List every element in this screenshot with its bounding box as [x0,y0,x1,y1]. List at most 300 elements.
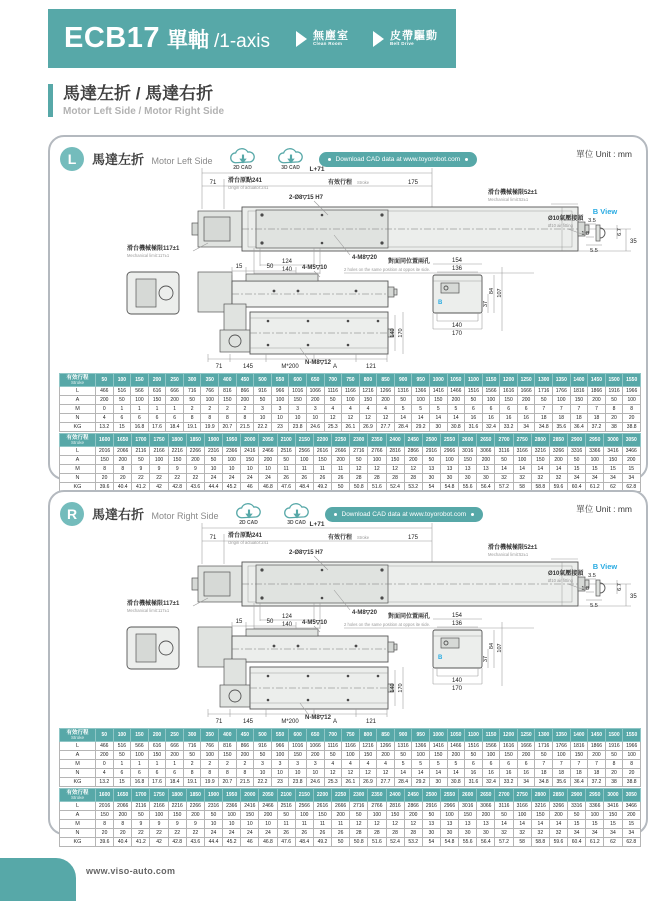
value-cell: 32 [495,474,513,483]
value-cell: 10 [254,414,272,423]
stroke-header-cell: 有效行程 Stroke [60,374,96,387]
value-cell: 14 [394,769,412,778]
value-cell: 200 [549,811,567,820]
value-cell: 100 [201,751,219,760]
value-cell: 200 [114,456,132,465]
section-view [433,258,503,337]
value-cell: 11 [295,820,313,829]
value-cell: 24 [204,829,222,838]
unit-label: 單位 Unit : mm [576,504,632,514]
value-cell: 5 [429,760,447,769]
value-cell: 1866 [588,387,606,396]
value-cell: 12 [404,820,422,829]
stroke-column-header: 2600 [459,434,477,447]
value-cell: 7 [588,760,606,769]
value-cell: 8 [236,414,254,423]
value-cell: 150 [148,751,166,760]
value-cell: 100 [150,811,168,820]
value-cell: 12 [342,769,360,778]
stroke-column-header: 2100 [277,434,295,447]
value-cell: 60.4 [568,483,586,492]
value-cell: 22 [186,829,204,838]
value-cell: 200 [96,396,114,405]
value-cell: 200 [404,811,422,820]
value-cell: 200 [306,751,324,760]
stroke-column-header: 1900 [204,434,222,447]
cad-2d-label: 2D CAD [233,164,252,171]
stroke-column-header: 2000 [241,789,259,802]
stroke-column-header: 600 [289,729,307,742]
row-label: A [60,456,96,465]
value-cell: 13.2 [96,778,114,787]
stroke-column-header: 1000 [429,729,447,742]
value-cell: 2 [183,760,201,769]
stroke-column-header: 2550 [440,789,458,802]
value-cell: 50 [332,838,350,847]
stroke-column-header: 1750 [150,434,168,447]
value-cell: 7 [570,760,588,769]
air-fitting-en: Ø10 air fitting [548,578,573,583]
stroke-column-header: 400 [219,729,237,742]
value-cell: 50 [132,456,150,465]
value-cell: 966 [271,742,289,751]
value-cell: 6 [517,760,535,769]
value-cell: 2416 [241,802,259,811]
value-cell: 41.2 [132,838,150,847]
value-cell: 2 [219,405,237,414]
value-cell: 50 [183,751,201,760]
stroke-column-header: 1700 [132,434,150,447]
value-cell: 50 [465,396,483,405]
value-cell: 30 [459,474,477,483]
value-cell: 3116 [495,802,513,811]
dim-label: L+71 [309,521,325,528]
top-view [127,188,637,274]
value-cell: 14 [447,769,465,778]
dim-label: 145 [242,364,254,370]
value-cell: 2516 [277,447,295,456]
stroke-table-2 [59,788,641,847]
value-cell: 50 [535,396,553,405]
dim-label: 140 [451,323,463,329]
mech-limit52-zh: 滑台機械極限52±1 [488,190,538,196]
value-cell: 816 [219,387,237,396]
dim-label: 1.8 [581,586,589,592]
dim-label: 170 [451,331,463,337]
value-cell: 100 [586,456,604,465]
value-cell: 100 [440,811,458,820]
value-cell: 2616 [313,802,331,811]
air-fitting-zh: Ø10氣壓接頭 [548,571,584,577]
value-cell: 1716 [535,387,553,396]
value-cell: 1916 [605,742,623,751]
stroke-column-header: 1150 [482,374,500,387]
value-cell: 57.2 [495,838,513,847]
stroke-column-header: 1350 [553,374,571,387]
value-cell: 16.8 [131,778,149,787]
value-cell: 1066 [306,387,324,396]
top-dimensions [202,166,432,209]
value-cell: 30 [459,829,477,838]
value-cell: 10 [271,414,289,423]
value-cell: 30 [422,829,440,838]
value-cell: 766 [201,387,219,396]
value-cell: 51.6 [368,838,386,847]
value-cell: 58.8 [531,838,549,847]
value-cell: 1 [113,760,131,769]
value-cell: 14 [394,414,412,423]
value-cell: 32 [495,829,513,838]
stroke-column-header: 1400 [570,374,588,387]
stroke-header-cell: 有效行程 Stroke [60,434,96,447]
bottom-view [208,304,404,370]
stroke-column-header: 1600 [96,789,114,802]
value-cell: 8 [236,769,254,778]
value-cell: 22 [132,474,150,483]
badge-en: Clean Room [312,41,343,47]
value-cell: 18 [570,769,588,778]
triangle-icon [373,31,384,47]
stroke-column-header: 2450 [404,434,422,447]
stroke-table [59,373,641,432]
stroke-column-header: 2350 [368,434,386,447]
row-label: A [60,396,96,405]
value-cell: 24 [223,829,241,838]
stroke-table-2 [59,433,641,492]
stroke-column-header: 2650 [477,434,495,447]
value-cell: 13 [459,465,477,474]
value-cell: 23.8 [289,778,307,787]
value-cell: 10 [289,414,307,423]
value-cell: 2366 [223,447,241,456]
value-cell: 50 [350,811,368,820]
value-cell: 16 [465,769,483,778]
value-cell: 1166 [342,742,360,751]
value-cell: 18 [588,414,606,423]
value-cell: 4 [96,769,114,778]
value-cell: 36.4 [570,423,588,432]
value-cell: 2666 [332,447,350,456]
value-cell: 11 [295,465,313,474]
value-cell: 2216 [168,802,186,811]
triangle-icon [296,31,307,47]
value-cell: 7 [570,405,588,414]
value-cell: 100 [553,396,571,405]
value-cell: 200 [96,751,114,760]
value-cell: 26 [295,474,313,483]
dim-label: 145 [242,719,254,725]
value-cell: 716 [183,742,201,751]
row-label: M [60,405,96,414]
value-cell: 14 [429,414,447,423]
table-row [60,447,641,456]
stroke-column-header: 2700 [495,434,513,447]
row-label: M [60,760,96,769]
value-cell: 23.8 [289,423,307,432]
value-cell: 7 [588,405,606,414]
panel-title-zh: 馬達右折 [92,507,145,522]
value-cell: 53.2 [404,838,422,847]
value-cell: 150 [219,396,237,405]
value-cell: 11 [332,820,350,829]
footer-accent-block [0,858,76,901]
table-row [60,742,641,751]
value-cell: 20 [114,829,132,838]
value-cell: 13 [477,465,495,474]
stroke-column-header: 1550 [623,374,641,387]
value-cell: 4 [359,760,377,769]
stroke-column-header: 2200 [313,434,331,447]
value-cell: 11 [277,465,295,474]
value-cell: 1 [113,405,131,414]
stroke-column-header: 2900 [568,789,586,802]
stroke-column-header: 2350 [368,789,386,802]
dimension-tables [59,728,641,848]
value-cell: 1 [131,760,149,769]
value-cell: 200 [622,456,640,465]
value-cell: 8 [219,769,237,778]
value-cell: 200 [332,456,350,465]
hole-callout: N-M8▽12 [305,360,331,366]
value-cell: 8 [623,760,641,769]
value-cell: 50 [350,456,368,465]
value-cell: 28 [350,829,368,838]
value-cell: 5 [429,405,447,414]
dot-icon [465,158,468,161]
download-cad-label: Download CAD data at www.toyorobot.com [341,510,467,518]
value-cell: 2116 [132,447,150,456]
stroke-column-header: 2950 [586,434,604,447]
value-cell: 616 [148,387,166,396]
value-cell: 716 [183,387,201,396]
stroke-column-header: 1950 [223,434,241,447]
value-cell: 2966 [440,447,458,456]
value-cell: 1416 [429,387,447,396]
value-cell: 10 [259,820,277,829]
value-cell: 25.3 [324,778,342,787]
value-cell: 666 [166,387,184,396]
value-cell: 12 [386,820,404,829]
value-cell: 58 [513,838,531,847]
stroke-column-header: 2850 [549,789,567,802]
row-label: N [60,769,96,778]
value-cell: 14 [412,414,430,423]
value-cell: 200 [186,811,204,820]
mech-limit117-zh: 滑台機械極限117±1 [127,246,180,252]
value-cell: 43.6 [186,483,204,492]
value-cell: 6 [131,414,149,423]
hole-callout: 2-Ø8▽15 H7 [289,550,323,556]
value-cell: 38 [605,778,623,787]
panel-badge-r: R [60,502,84,526]
value-cell: 24 [241,474,259,483]
hole-callout: 4-M5▽10 [302,620,327,626]
value-cell: 3366 [586,447,604,456]
value-cell: 6 [482,760,500,769]
value-cell: 9 [150,820,168,829]
dim-label: 136 [451,621,463,627]
stroke-column-header: 1400 [570,729,588,742]
value-cell: 52.4 [386,838,404,847]
dim-label: 154 [451,613,463,619]
value-cell: 34 [604,474,622,483]
table-row [60,465,641,474]
value-cell: 2016 [96,447,114,456]
value-cell: 26 [332,829,350,838]
value-cell: 50 [495,456,513,465]
value-cell: 866 [236,742,254,751]
dim-label: 71 [209,180,217,186]
table-row [60,802,641,811]
value-cell: 1416 [429,742,447,751]
stroke-column-header: 950 [412,729,430,742]
value-cell: 1616 [500,742,518,751]
value-cell: 10 [204,820,222,829]
value-cell: 46 [241,483,259,492]
value-cell: 28 [350,474,368,483]
value-cell: 5 [394,405,412,414]
value-cell: 57.2 [495,483,513,492]
value-cell: 150 [459,811,477,820]
value-cell: 8 [201,414,219,423]
stroke-column-header: 1300 [535,729,553,742]
value-cell: 14 [495,820,513,829]
value-cell: 60.4 [568,838,586,847]
value-cell: 50 [332,483,350,492]
value-cell: 28 [368,474,386,483]
dim-label: 136 [451,266,463,272]
value-cell: 100 [412,396,430,405]
value-cell: 24 [204,474,222,483]
dim-label: 37 [483,655,489,663]
row-label: L [60,447,96,456]
value-cell: 55.6 [459,838,477,847]
value-cell: 5 [447,405,465,414]
dim-label: 35 [630,594,637,600]
dot-icon [334,513,337,516]
value-cell: 3466 [622,802,640,811]
stroke-column-header: 2150 [295,434,313,447]
stroke-column-header: 800 [359,374,377,387]
value-cell: 14 [531,820,549,829]
value-cell: 13 [422,465,440,474]
opposite-holes-zh: 對面同位置兩孔 [388,614,431,620]
stroke-column-header: 1100 [465,374,483,387]
dim-label: 15 [235,264,243,270]
table-row [60,769,641,778]
value-cell: 15 [604,465,622,474]
value-cell: 26 [313,474,331,483]
value-cell: 200 [588,751,606,760]
value-cell: 616 [148,742,166,751]
value-cell: 19.1 [183,778,201,787]
value-cell: 2 [236,405,254,414]
value-cell: 37.2 [588,778,606,787]
value-cell: 50 [495,811,513,820]
value-cell: 150 [500,396,518,405]
value-cell: 2166 [150,802,168,811]
value-cell: 21.5 [236,423,254,432]
stroke-column-header: 1850 [186,434,204,447]
origin-label-en: Origin of actuator:241 [228,540,269,545]
value-cell: 6 [482,405,500,414]
table-row [60,820,641,829]
stroke-column-header: 2500 [422,789,440,802]
stroke-column-header: 1850 [186,789,204,802]
mech-limit52-en: Mechanical limit:52±1 [488,197,529,202]
value-cell: 2916 [422,802,440,811]
value-cell: 100 [131,396,149,405]
value-cell: 4 [342,760,360,769]
value-cell: 100 [223,456,241,465]
value-cell: 1 [166,760,184,769]
value-cell: 150 [386,456,404,465]
stroke-column-header: 2050 [259,434,277,447]
value-cell: 200 [166,396,184,405]
model-name: ECB17 [64,22,160,54]
value-cell: 2416 [241,447,259,456]
value-cell: 22.2 [254,778,272,787]
stroke-column-header: 550 [271,729,289,742]
value-cell: 33.2 [500,778,518,787]
dim-label: 37 [483,300,489,308]
value-cell: 150 [289,751,307,760]
value-cell: 666 [166,742,184,751]
row-label: KG [60,778,96,787]
value-cell: 45.2 [223,483,241,492]
value-cell: 1766 [553,387,571,396]
value-cell: 8 [114,465,132,474]
dim-label: 15 [235,619,243,625]
value-cell: 40.4 [114,838,132,847]
value-cell: 2366 [223,802,241,811]
value-cell: 43.6 [186,838,204,847]
value-cell: 2466 [259,802,277,811]
stroke-column-header: 1650 [114,434,132,447]
value-cell: 28 [368,829,386,838]
stroke-label-zh: 有效行程 [328,535,353,541]
value-cell: 56.4 [477,483,495,492]
value-cell: 16 [500,769,518,778]
value-cell: 2016 [96,802,114,811]
value-cell: 150 [313,811,331,820]
mech-limit117-en: Mechanical limit:117±1 [127,253,170,258]
value-cell: 29.2 [412,423,430,432]
value-cell: 16 [465,414,483,423]
value-cell: 3 [289,405,307,414]
value-cell: 28.4 [394,778,412,787]
stroke-column-header: 700 [324,374,342,387]
value-cell: 8 [183,769,201,778]
value-cell: 49.2 [313,838,331,847]
stroke-column-header: 650 [306,729,324,742]
value-cell: 50 [254,396,272,405]
value-cell: 24 [259,474,277,483]
dim-label: 5.5 [590,248,598,254]
row-label: N [60,414,96,423]
value-cell: 150 [429,751,447,760]
value-cell: 100 [223,811,241,820]
value-cell: 12 [386,465,404,474]
value-cell: 8 [114,820,132,829]
table-row [60,760,641,769]
origin-label-zh: 滑台原點241 [228,533,263,539]
dim-label: 50 [266,264,274,270]
value-cell: 200 [166,751,184,760]
dim-label: 140 [451,678,463,684]
stroke-column-header: 1500 [605,374,623,387]
stroke-column-header: 2750 [513,789,531,802]
